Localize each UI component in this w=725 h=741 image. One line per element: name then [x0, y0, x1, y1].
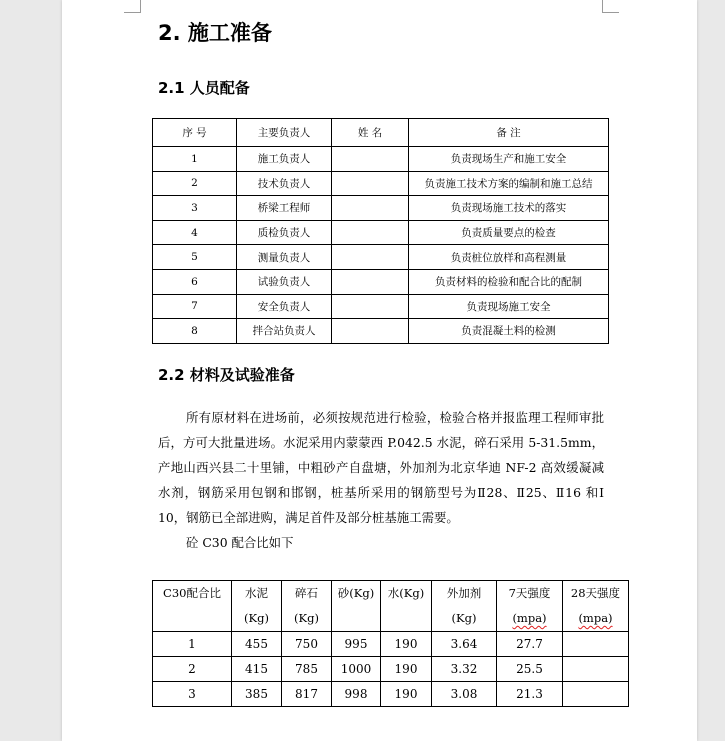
- header-water: [381, 581, 432, 632]
- cell-admixture: 3.08: [432, 682, 497, 707]
- cell-note: 负责质量要点的检查: [409, 220, 609, 245]
- cell-water: 190: [381, 657, 432, 682]
- cell-water: 190: [381, 682, 432, 707]
- cell-cement: 385: [232, 682, 282, 707]
- header-name: 姓 名: [332, 119, 409, 147]
- header-no: [153, 581, 232, 632]
- cell-role: 拌合站负责人: [237, 319, 332, 344]
- cell-name: [332, 319, 409, 344]
- header-label: C30配合比: [163, 586, 221, 600]
- cell-role: 桥梁工程师: [237, 196, 332, 221]
- section-title: 2. 施工准备: [158, 21, 272, 45]
- cell-name: [332, 171, 409, 196]
- header-strength_28d: [563, 581, 629, 632]
- mix-intro: 砼 C30 配合比如下: [186, 535, 294, 550]
- cell-no: 1: [153, 632, 232, 657]
- header-label: 7天强度: [508, 586, 551, 600]
- cell-role: 技术负责人: [237, 171, 332, 196]
- cell-role: 试验负责人: [237, 269, 332, 294]
- header-role: 主要负责人: [237, 119, 332, 147]
- table-header-row: [153, 119, 609, 147]
- cell-no: 2: [153, 657, 232, 682]
- header-label: 外加剂: [446, 586, 482, 600]
- table-header-row: [153, 581, 629, 632]
- header-sand: [332, 581, 381, 632]
- cell-note: 负责材料的检验和配合比的配制: [409, 269, 609, 294]
- paragraph-line: 水剂，钢筋采用包钢和邯钢，桩基所采用的钢筋型号为Ⅱ28、Ⅱ25、Ⅱ16 和Ⅰ: [158, 485, 604, 500]
- cell-role: 测量负责人: [237, 245, 332, 270]
- cell-no: 5: [153, 245, 237, 270]
- header-label: 砂(Kg): [337, 586, 375, 600]
- cell-strength_7d: 25.5: [497, 657, 563, 682]
- table-row: [153, 632, 629, 657]
- cell-admixture: 3.32: [432, 657, 497, 682]
- crop-mark-top-left: [124, 0, 141, 13]
- paragraph-line: 后，方可大批量进场。水泥采用内蒙蒙西 P.042.5 水泥，碎石采用 5-31.5mm，: [158, 435, 604, 450]
- header-unit: (Kg): [294, 611, 319, 625]
- header-unit: (mpa): [578, 611, 613, 625]
- header-unit: (mpa): [512, 611, 547, 625]
- table-row: [153, 245, 609, 270]
- cell-water: 190: [381, 632, 432, 657]
- cell-note: 负责施工技术方案的编制和施工总结: [409, 171, 609, 196]
- cell-sand: 998: [332, 682, 381, 707]
- cell-note: 负责现场施工安全: [409, 294, 609, 319]
- table-row: [153, 220, 609, 245]
- cell-role: 施工负责人: [237, 147, 332, 172]
- paragraph-line: 所有原材料在进场前，必须按规范进行检验，检验合格并报监理工程师审批: [186, 410, 604, 425]
- cell-strength_28d: [563, 657, 629, 682]
- header-unit: (Kg): [244, 611, 269, 625]
- cell-strength_7d: 27.7: [497, 632, 563, 657]
- cell-strength_28d: [563, 632, 629, 657]
- cell-name: [332, 245, 409, 270]
- cell-name: [332, 147, 409, 172]
- header-label: 水泥: [245, 586, 268, 600]
- cell-name: [332, 220, 409, 245]
- cell-no: 2: [153, 171, 237, 196]
- cell-sand: 1000: [332, 657, 381, 682]
- header-strength_7d: [497, 581, 563, 632]
- personnel-heading: 2.1 人员配备: [158, 79, 250, 97]
- paragraph-line: 产地山西兴县二十里铺，中粗砂产自盘塘，外加剂为北京华迪 NF-2 高效缓凝减: [158, 460, 604, 475]
- header-label: 28天强度: [570, 586, 621, 600]
- materials-paragraph: [158, 405, 604, 530]
- table-row: [153, 171, 609, 196]
- paragraph-line: 10，钢筋已全部进购，满足首件及部分桩基施工需要。: [158, 510, 459, 525]
- cell-role: 质检负责人: [237, 220, 332, 245]
- header-label: 碎石: [295, 586, 318, 600]
- personnel-table-body: [153, 147, 609, 344]
- cell-sand: 995: [332, 632, 381, 657]
- header-admixture: [432, 581, 497, 632]
- cell-note: 负责桩位放样和高程测量: [409, 245, 609, 270]
- cell-cement: 455: [232, 632, 282, 657]
- personnel-table: [152, 118, 609, 344]
- document-page[interactable]: [62, 0, 697, 741]
- materials-heading: 2.2 材料及试验准备: [158, 366, 295, 384]
- cell-no: 6: [153, 269, 237, 294]
- cell-gravel: 817: [282, 682, 332, 707]
- table-row: [153, 196, 609, 221]
- cell-strength_7d: 21.3: [497, 682, 563, 707]
- cell-no: 7: [153, 294, 237, 319]
- cell-note: 负责现场施工技术的落实: [409, 196, 609, 221]
- cell-no: 4: [153, 220, 237, 245]
- cell-name: [332, 269, 409, 294]
- cell-gravel: 750: [282, 632, 332, 657]
- cell-no: 1: [153, 147, 237, 172]
- table-row: [153, 319, 609, 344]
- cell-admixture: 3.64: [432, 632, 497, 657]
- cell-strength_28d: [563, 682, 629, 707]
- cell-note: 负责混凝土料的检测: [409, 319, 609, 344]
- table-row: [153, 269, 609, 294]
- cell-cement: 415: [232, 657, 282, 682]
- cell-gravel: 785: [282, 657, 332, 682]
- table-row: [153, 682, 629, 707]
- header-label: 水(Kg): [387, 586, 425, 600]
- cell-no: 3: [153, 682, 232, 707]
- header-no: 序 号: [153, 119, 237, 147]
- mix-ratio-table: [152, 580, 629, 707]
- cell-name: [332, 294, 409, 319]
- header-note: 备 注: [409, 119, 609, 147]
- header-cement: [232, 581, 282, 632]
- header-gravel: [282, 581, 332, 632]
- cell-no: 3: [153, 196, 237, 221]
- mix-ratio-table-body: [153, 632, 629, 707]
- header-unit: (Kg): [451, 611, 477, 625]
- cell-role: 安全负责人: [237, 294, 332, 319]
- crop-mark-top-right: [602, 0, 619, 13]
- table-row: [153, 294, 609, 319]
- cell-name: [332, 196, 409, 221]
- table-row: [153, 657, 629, 682]
- table-row: [153, 147, 609, 172]
- cell-note: 负责现场生产和施工安全: [409, 147, 609, 172]
- cell-no: 8: [153, 319, 237, 344]
